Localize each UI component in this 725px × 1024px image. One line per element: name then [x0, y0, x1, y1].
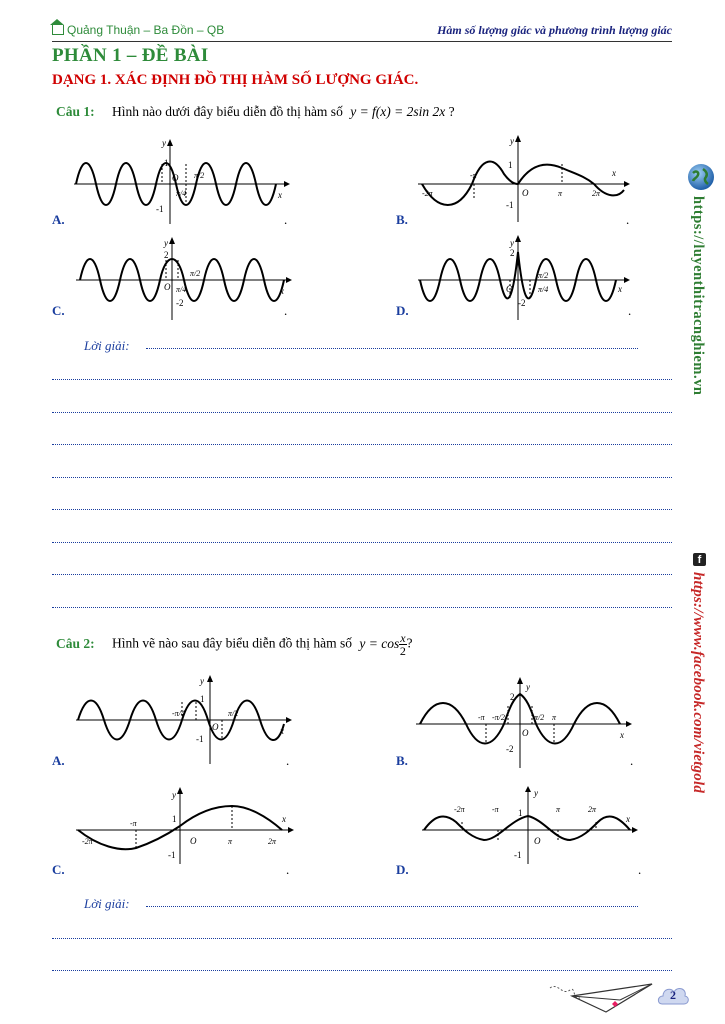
q2-option-c[interactable]: C.: [52, 862, 65, 877]
tick-label: -1: [506, 200, 514, 210]
tick-label: -π: [470, 171, 477, 180]
paper-plane-icon: [548, 978, 656, 1016]
axis-y-label: y: [510, 238, 514, 248]
origin-label: O: [506, 284, 513, 294]
tick-label: -2π: [454, 805, 465, 814]
q2-option-b[interactable]: B.: [396, 753, 408, 768]
axis-x-label: x: [626, 814, 630, 824]
answer-line[interactable]: [52, 477, 672, 478]
q2-option-d[interactable]: D.: [396, 862, 409, 877]
tick-label: -2: [518, 298, 526, 308]
question-formula: y = cos: [359, 635, 400, 651]
page-header: [52, 20, 672, 42]
tick-label: π: [552, 713, 557, 722]
solution-label: Lời giải:: [84, 338, 130, 353]
origin-label: O: [172, 173, 179, 183]
q2-graph-a: [72, 672, 294, 768]
origin-label: O: [534, 836, 541, 846]
axis-x-label: x: [612, 168, 616, 178]
question-label: Câu 2:: [56, 635, 95, 651]
website-link[interactable]: https://luyenthitracnghiem.vn: [690, 196, 706, 396]
tick-label: π: [228, 837, 233, 846]
q1-graph-a: [70, 136, 290, 226]
answer-line[interactable]: [146, 906, 638, 907]
answer-line[interactable]: [52, 938, 672, 939]
answer-line[interactable]: [52, 444, 672, 445]
axis-x-label: x: [618, 284, 622, 294]
tick-label: 2π: [592, 189, 601, 198]
tick-label: -π: [130, 819, 137, 828]
answer-line[interactable]: [52, 379, 672, 380]
tick-label: π: [558, 189, 563, 198]
tick-label: -π: [478, 713, 485, 722]
tick-label: -2π: [82, 837, 93, 846]
axis-x-label: x: [282, 814, 286, 824]
tick-label: -1: [168, 850, 176, 860]
question-formula: y = f(x) = 2sin 2x: [350, 104, 446, 119]
axis-y-label: y: [200, 676, 204, 686]
answer-line[interactable]: [52, 542, 672, 543]
tick-label: 1: [508, 160, 513, 170]
tick-label: -π/4: [172, 709, 185, 718]
house-icon: [52, 25, 64, 35]
tick-label: π/2: [228, 709, 239, 718]
q1-graph-c: [72, 234, 292, 324]
q1-option-b[interactable]: B.: [396, 212, 408, 227]
axis-y-label: y: [162, 138, 166, 148]
section-title: DẠNG 1. XÁC ĐỊNH ĐỒ THỊ HÀM SỐ LƯỢNG GIÁC.: [52, 72, 419, 88]
page-number: 2: [670, 988, 676, 1002]
answer-line[interactable]: [52, 607, 672, 608]
answer-line[interactable]: [146, 348, 638, 349]
q1-option-a[interactable]: A.: [52, 212, 65, 227]
axis-y-label: y: [526, 682, 530, 692]
tick-label: 2: [510, 248, 515, 258]
answer-line[interactable]: [52, 970, 672, 971]
globe-icon: [687, 163, 715, 191]
origin-label: O: [190, 836, 197, 846]
axis-y-label: y: [164, 238, 168, 248]
q2-graph-b: [412, 676, 634, 772]
axis-x-label: x: [280, 726, 284, 736]
origin-label: O: [522, 188, 529, 198]
solution-label: Lời giải:: [84, 896, 130, 911]
q2-graph-c: [72, 786, 296, 866]
header-location: Quảng Thuận – Ba Đồn – QB: [52, 23, 224, 37]
q2-graph-d: [418, 786, 640, 866]
tick-label: 1: [164, 158, 169, 168]
tick-label: 2π: [588, 805, 597, 814]
tick-label: π/2: [534, 713, 545, 722]
origin-label: O: [164, 282, 171, 292]
question-text: Hình nào dưới đây biểu diễn đồ thị hàm số: [112, 104, 343, 119]
tick-label: π/2: [194, 171, 205, 180]
header-topic: Hàm số lượng giác và phương trình lượng giác: [437, 23, 672, 37]
axis-y-label: y: [172, 790, 176, 800]
tick-label: 1: [518, 808, 523, 818]
tick-label: -1: [196, 734, 204, 744]
tick-label: 2π: [268, 837, 277, 846]
tick-label: 2: [164, 250, 169, 260]
tick-label: -2: [506, 744, 514, 754]
q1-option-c[interactable]: C.: [52, 303, 65, 318]
answer-line[interactable]: [52, 574, 672, 575]
axis-x-label: x: [280, 286, 284, 296]
facebook-link[interactable]: https://www.facebook.com/vietgold: [690, 572, 706, 794]
q1-option-d[interactable]: D.: [396, 303, 409, 318]
tick-label: π/2: [538, 271, 549, 280]
tick-label: -1: [156, 204, 164, 214]
tick-label: π/2: [190, 269, 201, 278]
answer-line[interactable]: [52, 509, 672, 510]
tick-label: 1: [200, 694, 205, 704]
tick-label: π/4: [176, 189, 187, 198]
tick-label: -π: [492, 805, 499, 814]
tick-label: π: [556, 805, 561, 814]
q2-option-a[interactable]: A.: [52, 753, 65, 768]
facebook-icon: f: [693, 553, 706, 566]
axis-y-label: y: [510, 136, 514, 146]
axis-y-label: y: [534, 788, 538, 798]
question-1: Câu 1: Hình nào dưới đây biểu diễn đồ thị hàm số y = f(x) = 2sin 2x ?: [56, 104, 455, 119]
question-label: Câu 1:: [56, 104, 95, 119]
tick-label: -2π: [422, 189, 433, 198]
part-title: PHẦN 1 – ĐỀ BÀI: [52, 45, 209, 66]
axis-x-label: x: [278, 190, 282, 200]
origin-label: O: [522, 728, 529, 738]
tick-label: -1: [514, 850, 522, 860]
question-2: Câu 2: Hình vẽ nào sau đây biểu diễn đồ thị hàm số y = cos $\frac{x}{2}$ ?: [56, 631, 413, 658]
formula-fraction: $\frac{x}{2}$: [399, 631, 406, 658]
question-text: Hình vẽ nào sau đây biểu diễn đồ thị hàm số: [112, 635, 352, 651]
answer-line[interactable]: [52, 412, 672, 413]
tick-label: 1: [172, 814, 177, 824]
axis-x-label: x: [620, 730, 624, 740]
q1-graph-d: [414, 234, 634, 324]
q1-graph-b: [414, 134, 634, 224]
tick-label: 2: [510, 692, 515, 702]
tick-label: π/4: [538, 285, 549, 294]
tick-label: -π/2: [492, 713, 505, 722]
origin-label: O: [212, 722, 219, 732]
tick-label: -2: [176, 298, 184, 308]
tick-label: π/4: [176, 285, 187, 294]
